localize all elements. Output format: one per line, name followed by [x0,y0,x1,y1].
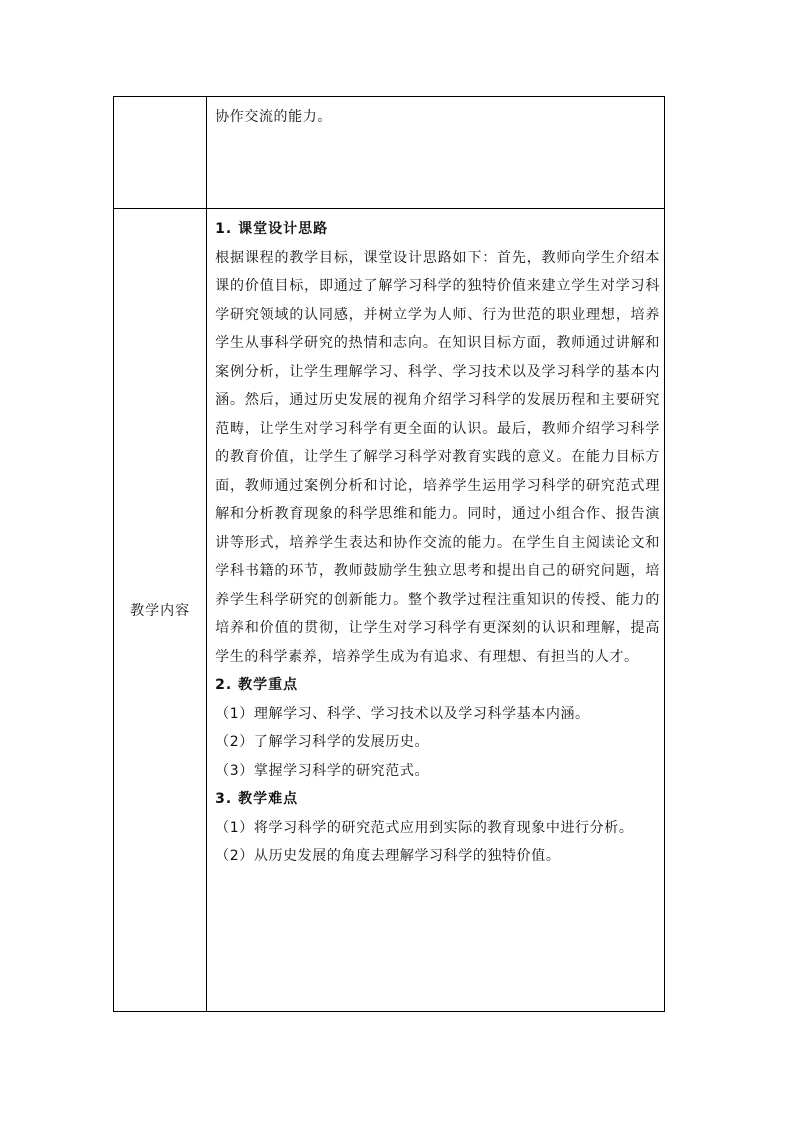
key-point-item: （1）理解学习、科学、学习技术以及学习科学基本内涵。 [215,705,590,722]
lesson-plan-table [113,96,665,1012]
row-label-empty [114,97,207,209]
key-point-item: （3）掌握学习科学的研究范式。 [215,762,430,779]
row-label-teaching-content: 教学内容 [114,209,207,1012]
section-heading-design: 1. 课堂设计思路 [215,221,329,237]
section-paragraph-design: 根据课程的教学目标，课堂设计思路如下：首先，教师向学生介绍本课的价值目标，即通过了解学习科学的独特价值来建立学生对学习科学研究领域的认同感，并树立学为人师、行为世范的职业理想，培养学生从事科学研究的热情和志向。在知识目标方面，教师通过讲解和案例分析，让学生理解学习、科学、学习技术以及学习科学的基本内涵。然后，通过历史发展的视角介绍学习科学的发展历程和主要研究范畴，让学生对学习科学有更全面的认识。最后，教师介绍学习科学的教育价值，让学生了解学习科学对教育实践的意义。在能力目标方面，教师通过案例分析和讨论，培养学生运用学习科学的研究范式理解和分析教育现象的科学思维和能力。同时，通过小组合作、报告演讲等形式，培养学生表达和协作交流的能力。在学生自主阅读论文和学科书籍的环节，教师鼓励学生独立思考和提出自己的研究问题，培养学生科学研究的创新能力。整个教学过程注重知识的传授、能力的培养和价值的贯彻，让学生对学习科学有更深刻的认识和理解，提高学生的科学素养，培养学生成为有追求、有理想、有担当的人才。 [215,249,660,665]
row-content-teaching-content [207,209,665,1012]
table-row-continuation [114,97,665,209]
difficulty-item: （1）将学习科学的研究范式应用到实际的教育现象中进行分析。 [215,819,634,836]
difficulty-item: （2）从历史发展的角度去理解学习科学的独特价值。 [215,848,561,864]
section-heading-key-points: 2. 教学重点 [215,677,299,693]
continuation-text: 协作交流的能力。 [215,109,332,125]
table-row-teaching-content [114,209,665,1012]
row-content-continuation [207,97,665,209]
section-heading-difficulties: 3. 教学难点 [215,791,299,807]
key-point-item: （2）了解学习科学的发展历史。 [215,734,430,750]
